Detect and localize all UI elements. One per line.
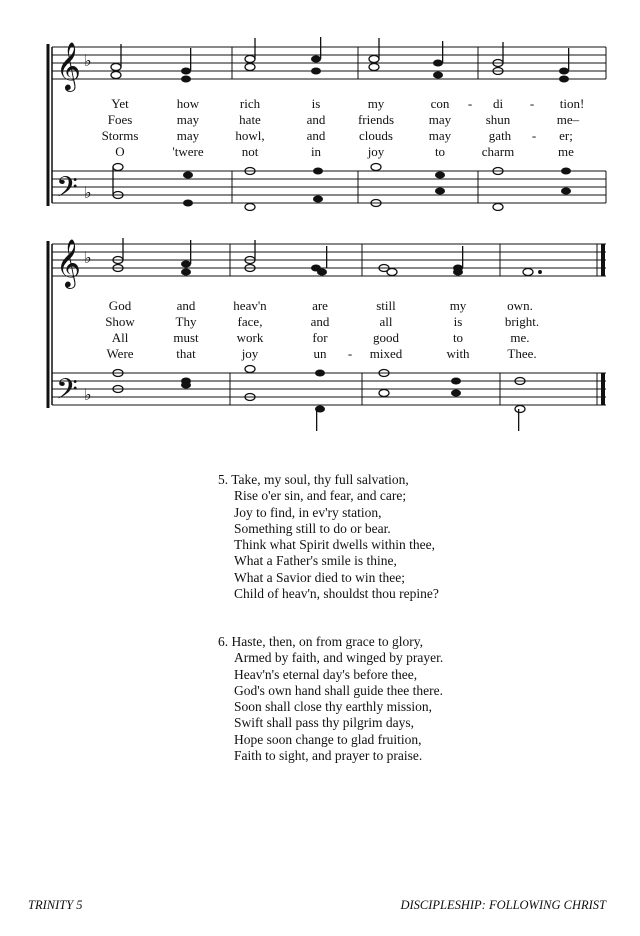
lyric: heav'n: [233, 298, 267, 313]
footer-category: DISCIPLESHIP: FOLLOWING CHRIST: [400, 898, 606, 912]
lyric: is: [453, 314, 463, 329]
lyric: shun: [485, 112, 511, 127]
lyric: rich: [239, 96, 261, 111]
lyric: are: [312, 298, 328, 313]
lyric: and: [310, 314, 330, 329]
verse-line: Soon shall close thy earthly mission,: [234, 699, 432, 715]
verse-line: God's own hand shall guide thee there.: [234, 682, 444, 698]
lyric: -: [347, 346, 353, 361]
lyric: mixed: [369, 346, 403, 361]
lyric: how: [176, 96, 200, 111]
verse-line: Swift shall pass thy pilgrim days,: [234, 715, 414, 731]
lyric: that: [176, 346, 196, 361]
lyric: -: [531, 128, 537, 143]
svg-text:♭: ♭: [84, 51, 92, 70]
lyric: Storms: [101, 128, 139, 143]
svg-text:♭: ♭: [84, 385, 92, 404]
lyric: not: [241, 144, 259, 159]
lyric: charm: [481, 144, 515, 159]
lyric: me: [558, 144, 574, 159]
svg-text:♭: ♭: [84, 183, 92, 202]
lyric: me.: [510, 330, 530, 345]
system1-bass-staff: [52, 171, 606, 203]
verse-line: 5. Take, my soul, thy full salvation,: [218, 472, 409, 487]
verse-line: Something still to do or bear.: [234, 520, 391, 536]
lyric: to: [434, 144, 446, 159]
lyric: All: [111, 330, 129, 345]
lyric: my: [367, 96, 385, 111]
lyric: hate: [239, 112, 261, 127]
lyric: O: [115, 144, 125, 159]
lyric: joy: [241, 346, 259, 361]
svg-text:𝄞: 𝄞: [56, 238, 81, 287]
lyric: and: [306, 128, 326, 143]
lyric: Foes: [107, 112, 133, 127]
lyric: clouds: [359, 128, 393, 143]
lyric: God: [108, 298, 132, 313]
lyric: Yet: [111, 96, 129, 111]
svg-text:𝄢: 𝄢: [56, 373, 78, 413]
lyric: Were: [106, 346, 134, 361]
lyric: in: [310, 144, 322, 159]
verse-line: Rise o'er sin, and fear, and care;: [234, 488, 407, 504]
svg-text:𝄢: 𝄢: [56, 171, 78, 211]
lyric: con: [430, 96, 450, 111]
lyric: and: [176, 298, 196, 313]
lyric: Thy: [175, 314, 197, 329]
lyric: joy: [367, 144, 385, 159]
lyric: to: [452, 330, 464, 345]
verse-line: Hope soon change to glad fruition,: [234, 731, 422, 747]
lyric: tion!: [559, 96, 585, 111]
lyric: is: [311, 96, 321, 111]
verse-line: Armed by faith, and winged by prayer.: [234, 650, 444, 666]
lyric: Show: [105, 314, 135, 329]
lyric: Thee.: [507, 346, 537, 361]
lyric: me–: [556, 112, 580, 127]
lyric: may: [176, 128, 200, 143]
verse-6: [218, 634, 443, 764]
verse-line: 6. Haste, then, on from grace to glory,: [218, 634, 423, 649]
lyric: face,: [237, 314, 263, 329]
lyric: must: [173, 330, 199, 345]
lyric: may: [176, 112, 200, 127]
lyric: di: [492, 96, 504, 111]
lyric: gath: [488, 128, 512, 143]
lyric: all: [379, 314, 393, 329]
lyric: er;: [559, 128, 573, 143]
verse-line: What a Savior died to win thee;: [234, 569, 405, 585]
lyric: my: [449, 298, 467, 313]
lyric: with: [446, 346, 470, 361]
svg-text:♭: ♭: [84, 248, 92, 267]
verse-line: Joy to find, in ev'ry station,: [234, 504, 382, 520]
lyric: for: [312, 330, 328, 345]
system1-treble-staff: [52, 47, 606, 79]
verse-line: Faith to sight, and prayer to praise.: [234, 748, 423, 764]
lyric: -: [467, 96, 473, 111]
lyric: and: [306, 112, 326, 127]
lyric: howl,: [235, 128, 265, 143]
lyric: own.: [507, 298, 533, 313]
verse-line: Think what Spirit dwells within thee,: [234, 537, 435, 553]
lyric: work: [236, 330, 264, 345]
lyric: -: [529, 96, 535, 111]
lyric: still: [376, 298, 396, 313]
verse-5: [218, 472, 439, 602]
verse-line: Heav'n's eternal day's before thee,: [234, 666, 418, 682]
footer-season: TRINITY 5: [28, 898, 83, 912]
lyric: good: [373, 330, 399, 345]
verse-line: Child of heav'n, shouldst thou repine?: [234, 586, 439, 602]
svg-text:𝄞: 𝄞: [56, 41, 81, 90]
lyric: friends: [357, 112, 395, 127]
lyric: 'twere: [172, 144, 204, 159]
lyric: may: [428, 112, 452, 127]
lyric: may: [428, 128, 452, 143]
lyric: bright.: [504, 314, 540, 329]
lyric: un: [313, 346, 327, 361]
verse-line: What a Father's smile is thine,: [234, 553, 397, 569]
